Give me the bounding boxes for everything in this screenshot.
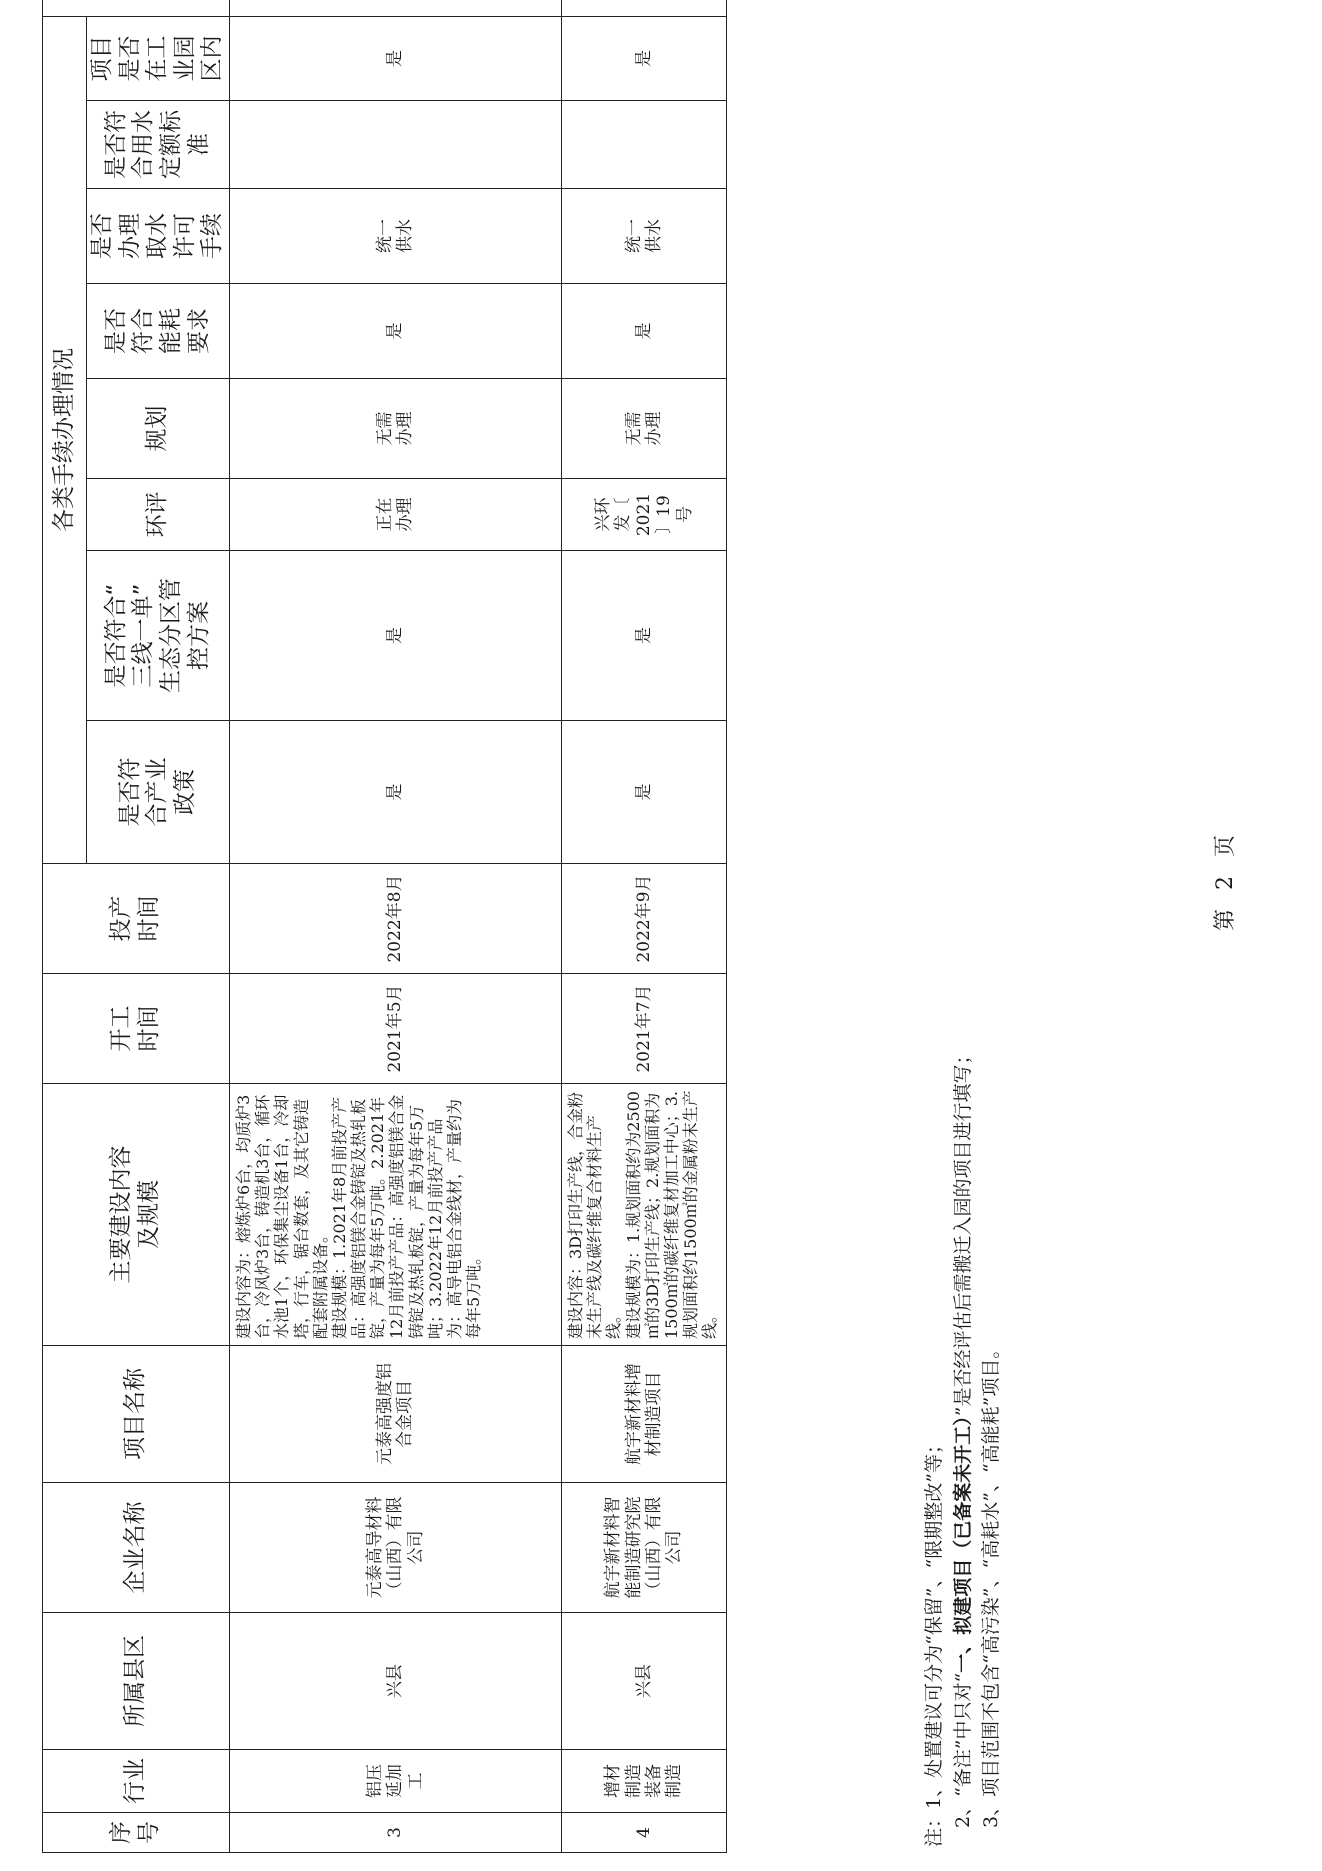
header-industry: 行业 (43, 1750, 230, 1813)
cell-seq: 3 (229, 1813, 561, 1853)
cell-county: 兴县 (561, 1613, 726, 1750)
cell-industry: 铝压 延加 工 (229, 1750, 561, 1813)
cell-sanxian: 是 (229, 551, 561, 721)
header-content: 主要建设内容 及规模 (43, 1084, 230, 1346)
cell-project: 航宇新材料增 材制造项目 (561, 1346, 726, 1483)
header-sanxian: 是否符合“ 三线一单” 生态分区管 控方案 (87, 551, 230, 721)
header-park: 项目 是否 在工 业园 区内 (87, 17, 230, 101)
header-eia: 环评 (87, 479, 230, 551)
header-project: 项目名称 (43, 1346, 230, 1483)
note-line: 3、项目范围不包含“高污染”、“高耗水”、“高能耗”项目。 (980, 1339, 1002, 1828)
cell-start-time: 2021年5月 (229, 974, 561, 1084)
header-county: 所属县区 (43, 1613, 230, 1750)
cell-production-time: 2022年9月 (561, 864, 726, 974)
header-production-time: 投产 时间 (43, 864, 230, 974)
cell-eia: 正在 办理 (229, 479, 561, 551)
header-water-permit: 是否 办理 取水 许可 手续 (87, 189, 230, 284)
header-company: 企业名称 (43, 1483, 230, 1613)
note-line: 注：1、处置建议可分为“保留”、“限期整改”等； (923, 1435, 945, 1847)
content-line: 建设内容：3D打印生产线，合金粉末生产线及碳纤维复合材料生产线。 (565, 1091, 624, 1339)
cell-company: 元泰高导材料 （山西）有限 公司 (229, 1483, 561, 1613)
cell-park: 是 (229, 17, 561, 101)
cell-water-permit: 统一 供水 (229, 189, 561, 284)
cell-content (229, 1084, 561, 1346)
cell-company: 航宇新材料智 能制造研究院 （山西）有限 公司 (561, 1483, 726, 1613)
cell-disposal (229, 0, 561, 17)
page-number: 第 2 页 (1213, 829, 1238, 931)
note-line: 2、“备注”中只对“一、拟建项目（已备案未开工）”是否经评估后需搬迁入园的项目进行填写； (951, 1045, 974, 1828)
cell-policy: 是 (561, 721, 726, 864)
cell-water-quota (229, 101, 561, 189)
cell-disposal (561, 0, 726, 17)
cell-county: 兴县 (229, 1613, 561, 1750)
content-line: 建设规模为：1.规划面积约为2500㎡的3D打印生产线；2.规划面积为1500㎡的碳纤维复材加工中心；3.规划面积约1500㎡的金属粉末生产线。 (623, 1090, 720, 1339)
header-seq: 序 号 (43, 1813, 230, 1853)
cell-park: 是 (561, 17, 726, 101)
cell-eia: 兴环 发〔 2021 〕19 号 (561, 479, 726, 551)
cell-sanxian: 是 (561, 551, 726, 721)
content-line: 建设规模：1.2021年8月前投产产品：高强度铝镁合金铸锭及热轧板锭，产量为每年5万吨。2.2021年12月前投产产品：高强度铝镁合金铸锭及热轧板锭，产量为每年5万吨；3.2022年12月前投产产品为：高导电铝合金线材，产量约为每年5万吨。 (329, 1094, 484, 1339)
cell-plan: 无需 办理 (229, 379, 561, 479)
cell-production-time: 2022年8月 (229, 864, 561, 974)
table-row (229, 0, 561, 1853)
content-line: 建设内容为：熔炼炉6台，均质炉3台，冷风炉3台，铸造机3台，循环水池1个，环保集尘设备1台，冷却塔，行车，锯台数套，及其它铸造配套附属设备。 (233, 1094, 330, 1339)
table-notes (920, 347, 1006, 1847)
project-table (42, 0, 727, 1853)
header-plan: 规划 (87, 379, 230, 479)
cell-content (561, 1084, 726, 1346)
cell-project: 元泰高强度铝 合金项目 (229, 1346, 561, 1483)
cell-energy: 是 (229, 284, 561, 379)
cell-water-quota (561, 101, 726, 189)
table-row (561, 0, 726, 1853)
cell-plan: 无需 办理 (561, 379, 726, 479)
header-disposal (43, 0, 230, 17)
header-procedures-group: 各类手续办理情况 (43, 17, 87, 864)
cell-industry: 增材 制造 装备 制造 (561, 1750, 726, 1813)
header-water-quota: 是否符 合用水 定额标 准 (87, 101, 230, 189)
header-start-time: 开工 时间 (43, 974, 230, 1084)
cell-water-permit: 统一 供水 (561, 189, 726, 284)
header-energy: 是否 符合 能耗 要求 (87, 284, 230, 379)
header-policy: 是否符 合产业 政策 (87, 721, 230, 864)
cell-energy: 是 (561, 284, 726, 379)
cell-seq: 4 (561, 1813, 726, 1853)
cell-start-time: 2021年7月 (561, 974, 726, 1084)
cell-policy: 是 (229, 721, 561, 864)
